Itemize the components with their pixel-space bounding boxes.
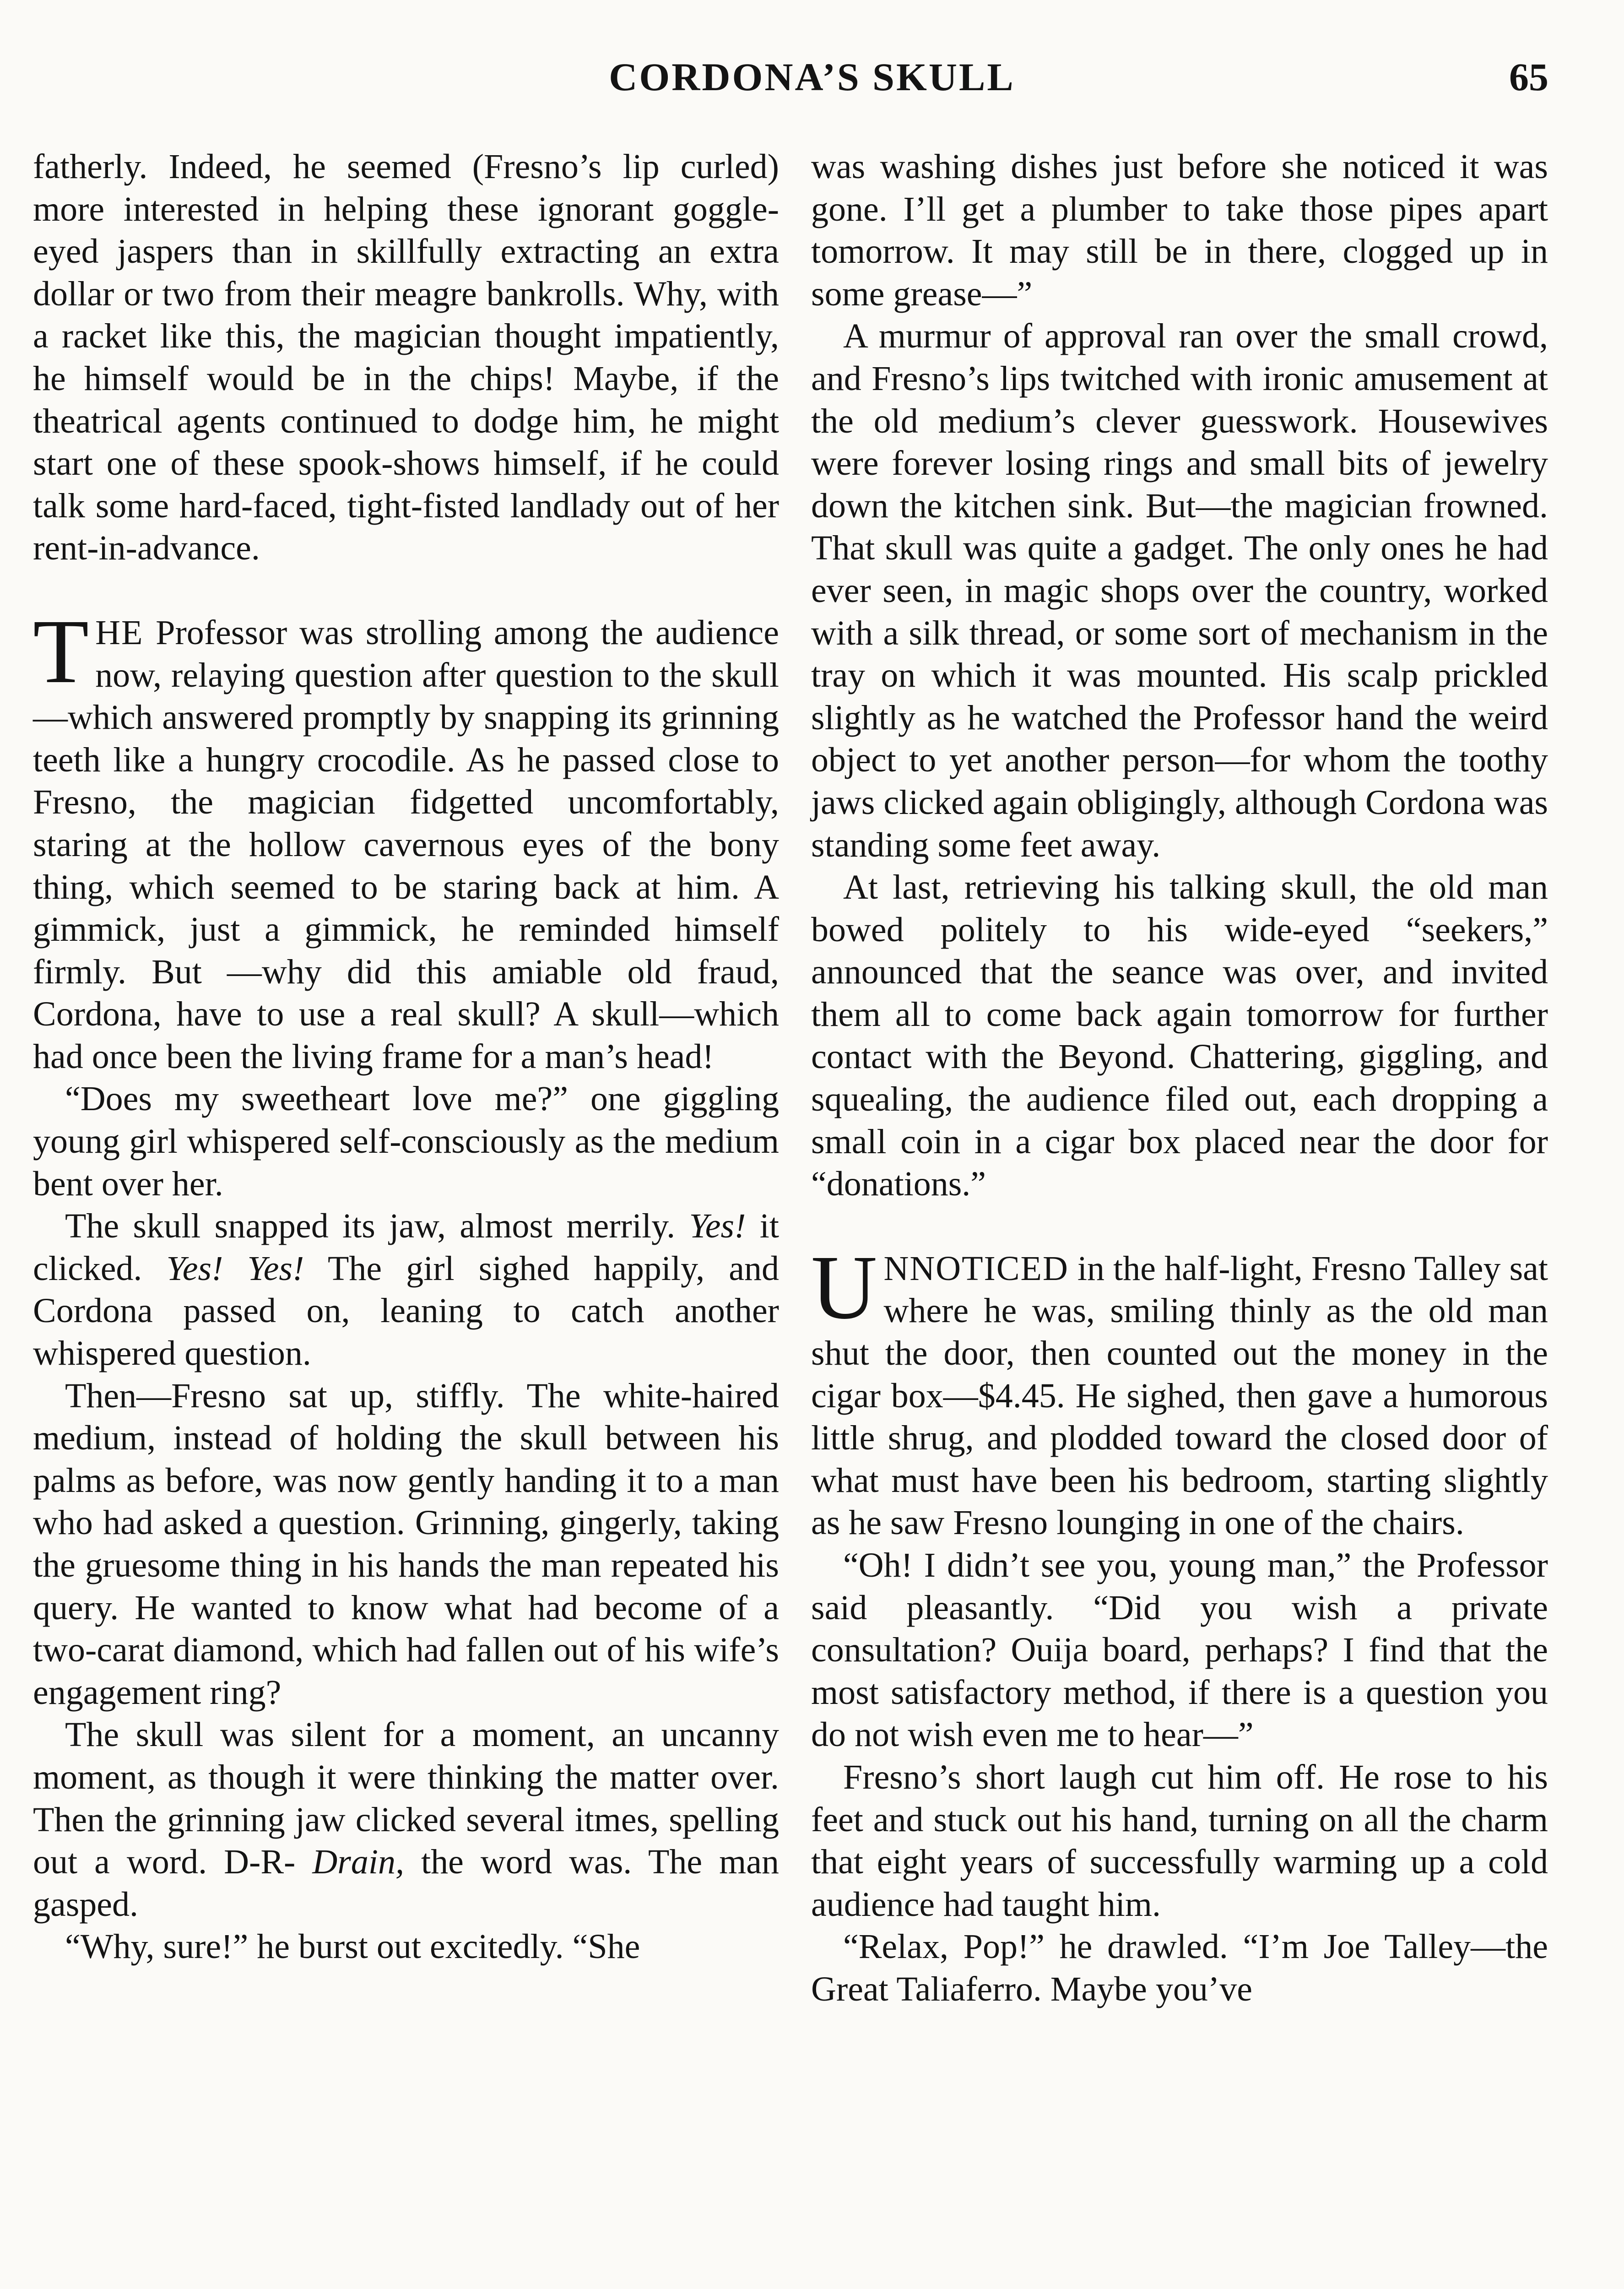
italic-text: Yes! [689, 1207, 746, 1246]
paragraph: was washing dishes just before she noticed it was gone. I’ll get a plumber to take those pipes apart tomorrow. It may still be in there, clogged up in some grease—” [811, 147, 1548, 313]
paragraph: Fresno’s short laugh cut him off. He rose to his feet and stuck out his hand, turning on all the charm that eight years of successfully warming up a cold audience had taught him. [811, 1757, 1548, 1924]
paragraph-text: The skull was silent for a moment, an uncanny moment, as though it were thinking the matter over. Then the grinning jaw clicked several itmes, spelling out a word. D-R- [33, 1715, 779, 1882]
drop-cap: T [33, 601, 89, 702]
drop-cap: U [811, 1237, 877, 1338]
story-title: CORDONA’S SKULL [609, 55, 1015, 99]
paragraph: “Oh! I didn’t see you, young man,” the Professor said pleasantly. “Did you wish a private consultation? Ouija board, perhaps? I find that the most satisfactory method, if there is a question you do not wish even me to hear—” [811, 1546, 1548, 1754]
paragraph: “Why, sure!” he burst out excitedly. “She [65, 1927, 640, 1966]
paragraph-text: Professor was strolling among the audience now, relaying question after question to the skull—which answered promptly by snapping its grinning teeth like a hungry crocodile. As he passed close to Fresno, the magician fidgetted uncomfortably, staring at the hollow cavernous eyes of the bony thing, which seemed to be staring back at him. A gimmick, just a gimmick, he reminded himself firmly. But —why did this amiable old fraud, Cordona, have to use a real skull? A skull—which had once been the living frame for a man’s head! [33, 613, 779, 1076]
paragraph: “Relax, Pop!” he drawled. “I’m Joe Talley—the Great Taliaferro. Maybe you’ve [811, 1927, 1548, 2008]
paragraph-text: it clicked. [33, 1207, 779, 1288]
paragraph: A murmur of approval ran over the small crowd, and Fresno’s lips twitched with ironic amusement at the old medium’s clever guesswork. Housewives were forever losing rings and small bits of jewelry down the kitchen sink. But—the magician frowned. That skull was quite a gadget. The only ones he had ever seen, in magic shops over the country, worked with a silk thread, or some sort of mechanism in the tray on which it was mounted. His scalp prickled slightly as he watched the Professor hand the weird object to yet another person—for whom the toothy jaws clicked again obligingly, although Cordona was standing some feet away. [811, 317, 1548, 864]
paragraph-text: the word was. The man gasped. [33, 1843, 779, 1924]
italic-text: Drain, [312, 1843, 404, 1882]
left-column [33, 146, 779, 1968]
page-number: 65 [1509, 55, 1548, 99]
running-header [0, 54, 1624, 109]
paragraph: fatherly. Indeed, he seemed (Fresno’s lip curled) more interested in helping these ignorant goggle-eyed jaspers than in skillfully extracting an extra dollar or two from their meagre bankrolls. Why, with a racket like this, the magician thought impatiently, he himself would be in the chips! Maybe, if the theatrical agents continued to dodge him, he might start one of these spook-shows himself, if he could talk some hard-faced, tight-fisted landlady out of her rent-in-advance. [33, 147, 779, 568]
paragraph [33, 1714, 779, 1926]
paragraph-text: The skull snapped its jaw, almost merrily. [65, 1207, 689, 1246]
lead-in-caps: NNOTICED [883, 1249, 1069, 1288]
paragraph-text: in the half-light, Fresno Talley sat where he was, smiling thinly as the old man shut the door, then counted out the money in the cigar box—$4.45. He sighed, then gave a humorous little shrug, and plodded toward the closed door of what must have been his bedroom, starting slightly as he saw Fresno lounging in one of the chairs. [811, 1249, 1548, 1542]
paragraph-text: The girl sighed happily, and Cordona passed on, leaning to catch another whispered question. [33, 1249, 779, 1373]
section-opening-paragraph [811, 1237, 1548, 1544]
lead-in-caps: HE [95, 613, 144, 652]
paragraph: At last, retrieving his talking skull, the old man bowed politely to his wide-eyed “seekers,” announced that the seance was over, and invited them all to come back again tomorrow for further contact with the Beyond. Chattering, giggling, and squealing, the audience filed out, each dropping a small coin in a cigar box placed near the door for “donations.” [811, 868, 1548, 1204]
italic-text: Yes! Yes! [166, 1249, 304, 1288]
paragraph [33, 1205, 779, 1374]
section-opening-paragraph [33, 601, 779, 1078]
right-column [811, 146, 1548, 2011]
paragraph: “Does my sweetheart love me?” one giggling young girl whispered self-consciously as the medium bent over her. [33, 1079, 779, 1203]
paragraph: Then—Fresno sat up, stiffly. The white-haired medium, instead of holding the skull between his palms as before, was now gently handing it to a man who had asked a question. Grinning, gingerly, taking the gruesome thing in his hands the man repeated his query. He wanted to know what had become of a two-carat diamond, which had fallen out of his wife’s engagement ring? [33, 1376, 779, 1712]
